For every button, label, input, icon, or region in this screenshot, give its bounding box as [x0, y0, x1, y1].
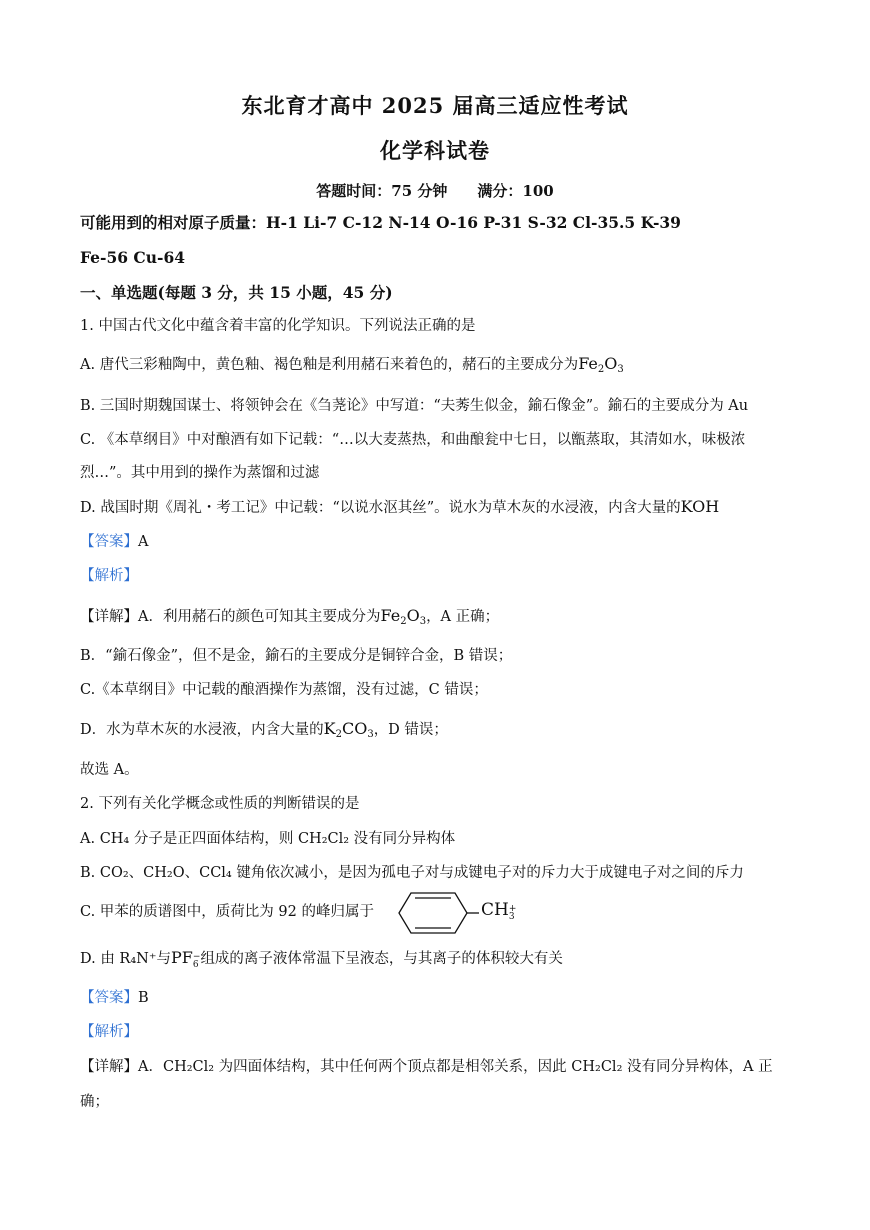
q1-detail-a: 【详解】A．利用赭石的颜色可知其主要成分为$Fe_2O_3$，A 正确； [80, 606, 500, 627]
answer-label: 【答案】 [80, 990, 138, 1006]
answer-label: 【答案】 [80, 534, 138, 550]
q1-option-c-line2: 烈…”。其中用到的操作为蒸馏和过滤 [80, 465, 320, 481]
atomic-mass-line-1: 可能用到的相对原子质量：H-1 Li-7 C-12 N-14 O-16 P-31 S-32 Cl-35.5 K-39 [80, 213, 681, 232]
section-heading: 一、单选题(每题 3 分，共 15 小题，45 分) [80, 283, 393, 302]
formula-k2co3: $K_2CO_3$ [323, 719, 374, 740]
exam-title: 东北育才高中 2025 届高三适应性考试 [241, 93, 629, 118]
full-score: 满分：100 [477, 182, 554, 200]
q1-conclusion: 故选 A。 [80, 762, 139, 778]
formula-koh: KOH [680, 497, 720, 516]
q2-option-b: B. CO₂、CH₂O、CCl₄ 键角依次减小，是因为孤电子对与成键电子对的斥力大于成键电子对之间的斥力 [80, 865, 744, 881]
q2-detail-a-line2: 确； [80, 1094, 109, 1110]
q1-option-d: D. 战国时期《周礼・考工记》中记载：“以说水沤其丝”。说水为草木灰的水浸液，内含大量的KOH [80, 497, 720, 516]
time-limit: 答题时间：75 分钟 [316, 182, 448, 200]
q2-analysis-label: 【解析】 [80, 1024, 138, 1040]
q1-detail-d: D．水为草木灰的水浸液，内含大量的$K_2CO_3$，D 错误； [80, 719, 448, 740]
formula-pf6: PF − 6 [171, 948, 201, 970]
q1-option-c-line1: C. 《本草纲目》中对酿酒有如下记载：“…以大麦蒸热，和曲酿瓮中七日，以甑蒸取，其清如水，味极浓 [80, 432, 746, 448]
q1-answer: 【答案】A [80, 534, 149, 550]
q2-stem: 2. 下列有关化学概念或性质的判断错误的是 [80, 796, 360, 812]
methyl-group-label: CH + 3 [481, 900, 517, 922]
q2-answer: 【答案】B [80, 990, 149, 1006]
q1-option-a: A. 唐代三彩釉陶中，黄色釉、褐色釉是利用赭石来着色的，赭石的主要成分为$Fe_2O_3$ [80, 354, 624, 375]
formula-fe2o3: $Fe_2O_3$ [380, 606, 427, 627]
q2-detail-a-line1: 【详解】A．CH₂Cl₂ 为四面体结构，其中任何两个顶点都是相邻关系，因此 CH₂Cl₂ 没有同分异构体，A 正 [80, 1059, 773, 1075]
exam-meta [0, 180, 870, 201]
q1-detail-b: B．“鍮石像金”，但不是金，鍮石的主要成分是铜锌合金，B 错误； [80, 648, 513, 664]
q2-option-a: A. CH₄ 分子是正四面体结构，则 CH₂Cl₂ 没有同分异构体 [80, 831, 456, 847]
atomic-mass-line-2: Fe-56 Cu-64 [80, 248, 186, 267]
q1-option-b: B. 三国时期魏国谋士、将领钟会在《刍荛论》中写道：“夫莠生似金，鍮石像金”。鍮石的主要成分为 Au [80, 398, 749, 414]
formula-fe2o3: $Fe_2O_3$ [578, 354, 624, 375]
q1-stem: 1. 中国古代文化中蕴含着丰富的化学知识。下列说法正确的是 [80, 318, 476, 334]
q2-option-c: C. 甲苯的质谱图中，质荷比为 92 的峰归属于 [80, 904, 374, 920]
q2-option-d: D. 由 R₄N⁺与PF − 6 组成的离子液体常温下呈液态，与其离子的体积较大有关 [80, 948, 563, 970]
q1-analysis-label: 【解析】 [80, 568, 138, 584]
q1-detail-c: C.《本草纲目》中记载的酿酒操作为蒸馏，没有过滤，C 错误； [80, 682, 488, 698]
subject-title: 化学科试卷 [380, 138, 490, 163]
